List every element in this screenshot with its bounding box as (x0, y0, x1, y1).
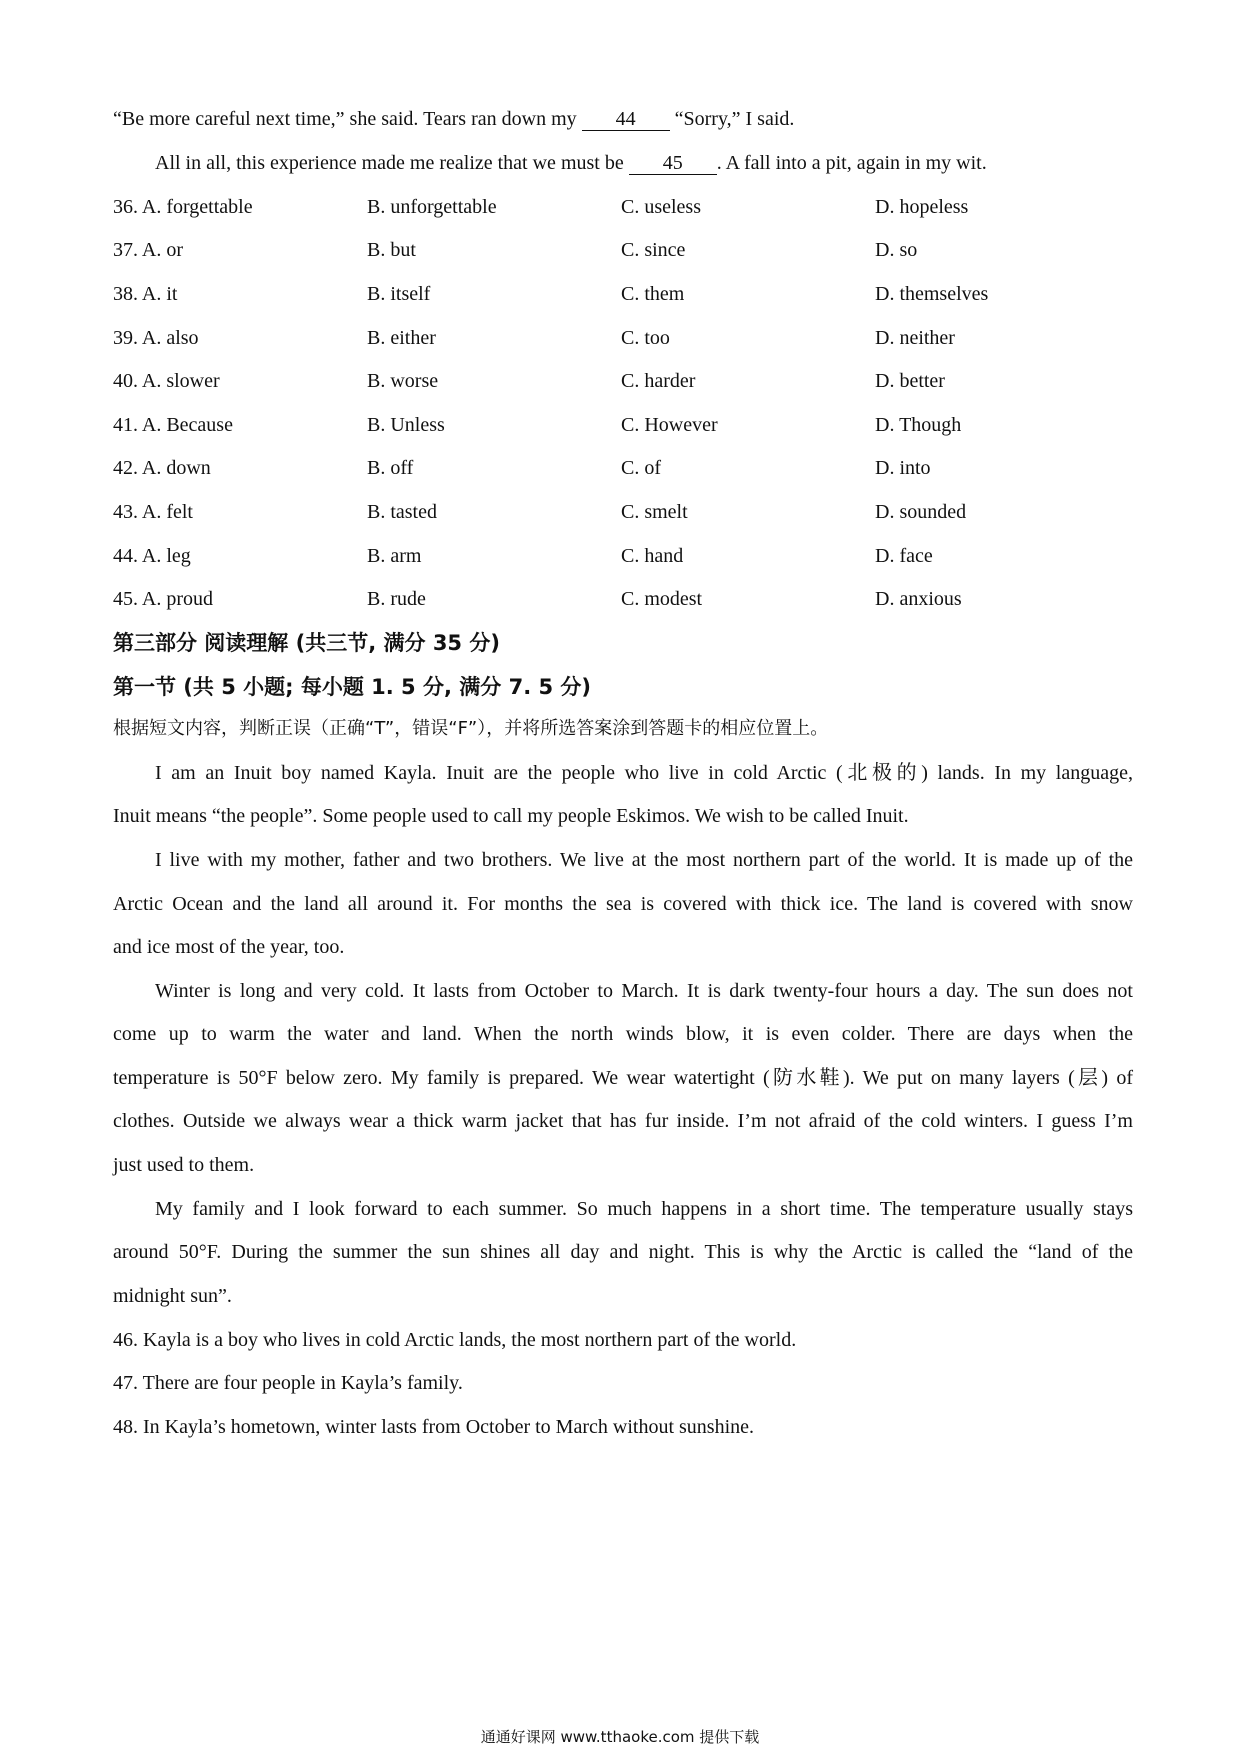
option-a: 43. A. felt (113, 501, 193, 523)
option-row-39 (113, 325, 1173, 351)
sub-section-title: 第一节 (共 5 小题; 每小题 1. 5 分, 满分 7. 5 分) (113, 675, 592, 699)
option-d: D. sounded (875, 501, 967, 523)
question-47: 47. There are four people in Kayla’s family. (113, 1372, 463, 1394)
passage-line: midnight sun”. (113, 1285, 232, 1307)
cloze-line-45 (155, 150, 987, 176)
option-b: B. arm (367, 545, 422, 567)
option-a: 36. A. forgettable (113, 196, 253, 218)
option-c: C. of (621, 457, 661, 479)
option-row-42 (113, 455, 1173, 481)
option-a: 41. A. Because (113, 414, 233, 436)
option-c: C. modest (621, 588, 703, 610)
option-row-37 (113, 237, 1173, 263)
passage-line: My family and I look forward to each summer. So much happens in a short time. The temperature usually stays (155, 1198, 1133, 1220)
option-row-40 (113, 368, 1173, 394)
option-row-43 (113, 499, 1173, 525)
option-b: B. unforgettable (367, 196, 497, 218)
option-b: B. but (367, 239, 416, 261)
option-row-45 (113, 586, 1173, 612)
question-46: 46. Kayla is a boy who lives in cold Arctic lands, the most northern part of the world. (113, 1329, 797, 1351)
option-c: C. smelt (621, 501, 688, 523)
option-b: B. rude (367, 588, 426, 610)
passage-line: Arctic Ocean and the land all around it. For months the sea is covered with thick ice. The land is covered with snow (113, 893, 1133, 915)
option-row-36 (113, 194, 1173, 220)
option-c: C. useless (621, 196, 701, 218)
option-b: B. worse (367, 370, 439, 392)
option-d: D. anxious (875, 588, 962, 610)
passage-line: I live with my mother, father and two brothers. We live at the most northern part of the world. It is made up of the (155, 849, 1133, 871)
page-footer: 通通好课网 www.tthaoke.com 提供下载 (480, 1728, 760, 1746)
option-a: 37. A. or (113, 239, 183, 261)
option-c: C. too (621, 327, 670, 349)
option-a: 39. A. also (113, 327, 199, 349)
passage-line: clothes. Outside we always wear a thick warm jacket that has fur inside. I’m not afraid of the cold winters. I guess I’m (113, 1110, 1133, 1132)
option-b: B. either (367, 327, 436, 349)
passage-line: temperature is 50°F below zero. My family is prepared. We wear watertight (防水鞋). We put on many layers (层) of (113, 1067, 1133, 1089)
option-c: C. them (621, 283, 685, 305)
option-c: C. However (621, 414, 718, 436)
cloze-text: . A fall into a pit, again in my wit. (716, 152, 987, 174)
cloze-text: All in all, this experience made me realize that we must be (155, 152, 629, 174)
option-b: B. itself (367, 283, 431, 305)
option-a: 40. A. slower (113, 370, 220, 392)
option-b: B. off (367, 457, 414, 479)
option-d: D. better (875, 370, 945, 392)
cloze-line-44 (113, 106, 794, 132)
passage-line: come up to warm the water and land. When the north winds blow, it is even colder. There are days when the (113, 1023, 1133, 1045)
option-d: D. into (875, 457, 931, 479)
option-a: 44. A. leg (113, 545, 191, 567)
question-48: 48. In Kayla’s hometown, winter lasts from October to March without sunshine. (113, 1416, 754, 1438)
option-d: D. Though (875, 414, 962, 436)
instruction: 根据短文内容，判断正误（正确“T”，错误“F”），并将所选答案涂到答题卡的相应位置上。 (113, 718, 829, 739)
passage-line: Winter is long and very cold. It lasts from October to March. It is dark twenty-four hours a day. The sun does not (155, 980, 1133, 1002)
passage-line: around 50°F. During the summer the sun shines all day and night. This is why the Arctic is called the “land of the (113, 1241, 1133, 1263)
option-c: C. since (621, 239, 686, 261)
option-a: 45. A. proud (113, 588, 213, 610)
cloze-blank-44: 44 (582, 108, 670, 131)
option-c: C. harder (621, 370, 696, 392)
option-a: 38. A. it (113, 283, 178, 305)
cloze-blank-45: 45 (629, 152, 717, 175)
option-c: C. hand (621, 545, 684, 567)
option-row-38 (113, 281, 1173, 307)
cloze-text: “Be more careful next time,” she said. Tears ran down my (113, 108, 582, 130)
passage-line: I am an Inuit boy named Kayla. Inuit are the people who live in cold Arctic (北极的) lands. In my language, (155, 762, 1133, 784)
option-d: D. face (875, 545, 933, 567)
option-a: 42. A. down (113, 457, 211, 479)
option-row-41 (113, 412, 1173, 438)
option-d: D. so (875, 239, 918, 261)
option-b: B. tasted (367, 501, 437, 523)
part-title: 第三部分 阅读理解 (共三节, 满分 35 分) (113, 631, 500, 655)
option-row-44 (113, 543, 1173, 569)
cloze-text: “Sorry,” I said. (669, 108, 795, 130)
option-d: D. themselves (875, 283, 989, 305)
option-d: D. hopeless (875, 196, 969, 218)
passage-line: Inuit means “the people”. Some people used to call my people Eskimos. We wish to be called Inuit. (113, 805, 909, 827)
option-d: D. neither (875, 327, 955, 349)
passage-line: and ice most of the year, too. (113, 936, 345, 958)
passage-line: just used to them. (113, 1154, 255, 1176)
option-b: B. Unless (367, 414, 445, 436)
